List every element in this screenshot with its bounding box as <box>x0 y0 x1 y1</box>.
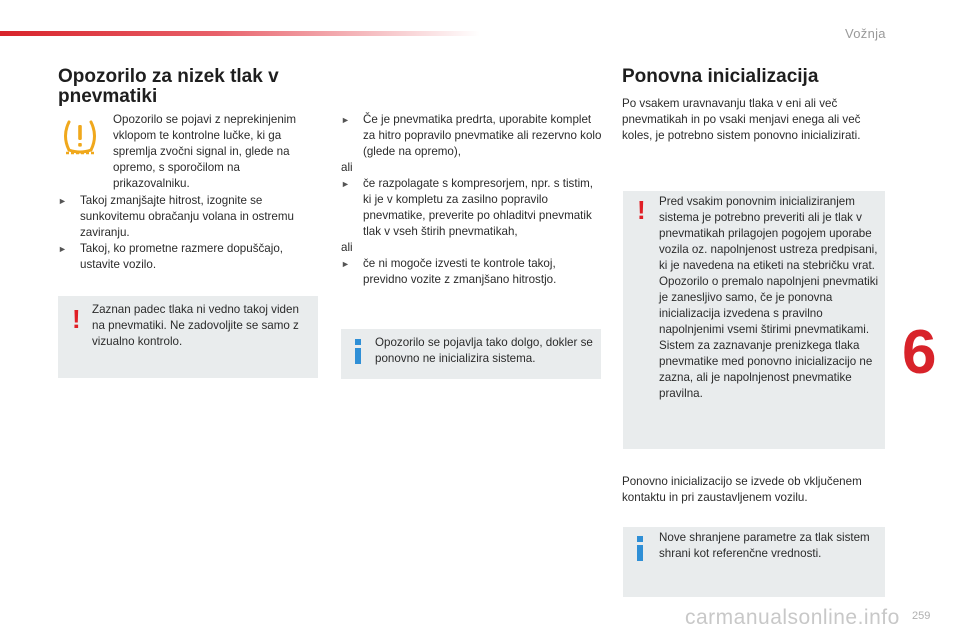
right-intro-text: Po vsakem uravnavanju tlaka v eni ali več pnevmatikah in po vsaki menjavi enega ali več koles, je potrebno sistem ponovno inicializirati. <box>622 97 861 142</box>
middle-info-box <box>341 329 601 379</box>
middle-bullet-2 <box>341 176 603 240</box>
bullet-marker-icon: ► <box>341 115 350 125</box>
tire-pressure-warning-icon <box>60 116 100 156</box>
middle-bullet-3-text: če ni mogoče izvesti te kontrole takoj, previdno vozite z zmanjšano hitrostjo. <box>363 257 557 286</box>
left-bullet-1 <box>58 193 316 241</box>
bullet-marker-icon: ► <box>58 244 67 254</box>
warning-exclamation-icon: ! <box>637 195 646 225</box>
right-paragraph: Ponovno inicializacijo se izvede ob vključenem kontaktu in pri zaustavljenem vozilu. <box>622 475 862 504</box>
left-bullet-2-text: Takoj, ko prometne razmere dopuščajo, ustavite vozilo. <box>80 242 283 271</box>
warning-exclamation-icon: ! <box>72 304 81 334</box>
middle-info-text: Opozorilo se pojavlja tako dolgo, dokler se ponovno ne inicializira sistema. <box>375 336 593 365</box>
header-accent-bar <box>0 31 480 36</box>
middle-bullet-3 <box>341 256 603 288</box>
right-warning-paragraph-2: Opozorilo o premalo napolnjeni pnevmatiki je zanesljivo samo, če je ponovna inicializacija izvedena s pravilno napolnjenimi vsemi štirimi pnevmatikami. <box>659 275 879 336</box>
left-intro-text: Opozorilo se pojavi z neprekinjenim vklopom te kontrolne lučke, ki ga spremlja zvočni signal in, glede na opremo, s sporočilom na prikazovalniku. <box>113 113 297 190</box>
right-info-box <box>623 527 885 597</box>
middle-bullet-1 <box>341 112 603 160</box>
middle-bullet-1-text: Če je pnevmatika predrta, uporabite komplet za hitro popravilo pnevmatike ali rezervno kolo (glede na opremo), <box>363 113 602 158</box>
section-label: Vožnja <box>845 26 886 41</box>
middle-or-2: ali <box>341 241 353 254</box>
right-warning-box <box>623 191 885 449</box>
right-info-text: Nove shranjene parametre za tlak sistem shrani kot referenčne vrednosti. <box>659 531 870 560</box>
right-warning-text <box>659 194 881 402</box>
right-warning-paragraph-3: Sistem za zaznavanje prenizkega tlaka pnevmatike med ponovno inicializacijo ne zazna, ali je napolnjenost pnevmatike pravilna. <box>659 339 873 400</box>
right-warning-paragraph-1: Pred vsakim ponovnim inicializiranjem sistema je potrebno preveriti ali je tlak v pnevmatikah prilagojen pogojem uporabe vozila oz. napolnjenost ustreza predpisani, ki je navedena na etiketi na stebričku vrat. <box>659 195 878 272</box>
left-bullet-1-text: Takoj zmanjšajte hitrost, izognite se sunkovitemu obračanju volana in ostremu zaviranju. <box>80 194 294 239</box>
middle-or-1: ali <box>341 161 353 174</box>
watermark: carmanualsonline.info <box>685 606 900 629</box>
left-warning-box <box>58 296 318 378</box>
right-title: Ponovna inicializacija <box>622 66 819 87</box>
chapter-number: 6 <box>902 318 937 387</box>
bullet-marker-icon: ► <box>341 259 350 269</box>
left-title: Opozorilo za nizek tlak v pnevmatiki <box>58 66 279 107</box>
middle-bullet-2-text: če razpolagate s kompresorjem, npr. s tistim, ki je v kompletu za zasilno popravilo pnevmatike, preverite po ohladitvi pnevmatik tlak v vseh štirih pnevmatikah, <box>363 177 594 238</box>
left-warning-text: Zaznan padec tlaka ni vedno takoj viden na pnevmatiki. Ne zadovoljite se samo z vizualno kontrolo. <box>92 303 299 348</box>
bullet-marker-icon: ► <box>58 196 67 206</box>
left-bullet-2 <box>58 241 316 273</box>
page-number: 259 <box>912 610 931 622</box>
bullet-marker-icon: ► <box>341 179 350 189</box>
